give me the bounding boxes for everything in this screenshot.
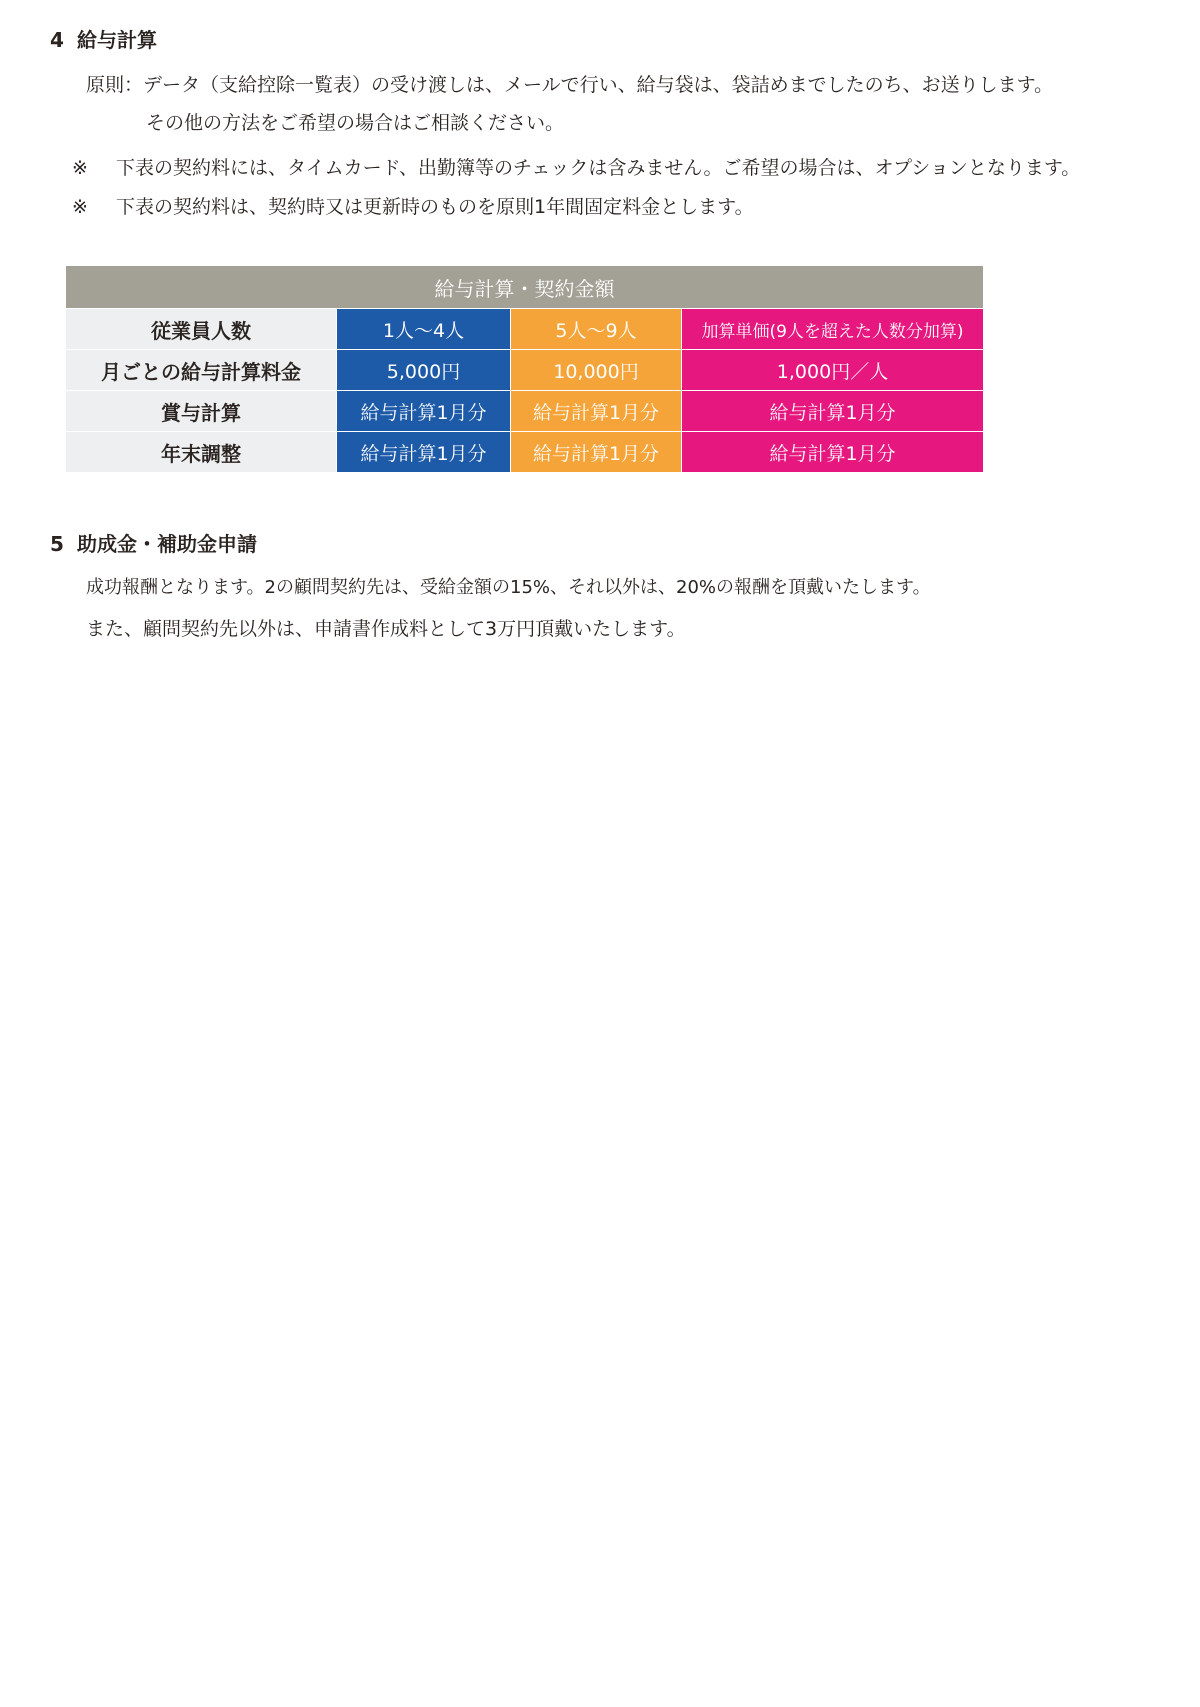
note-2-mark: ※ xyxy=(72,196,88,218)
note-1 xyxy=(72,153,1132,180)
row-label: 賞与計算 xyxy=(66,390,336,431)
note-1-mark: ※ xyxy=(72,157,88,179)
cell-tier-1: 1人～4人 xyxy=(336,308,510,349)
cell-tier-2: 給与計算1月分 xyxy=(510,390,681,431)
subsidy-line-2: また、顧問契約先以外は、申請書作成料として3万円頂戴いたします。 xyxy=(86,618,686,640)
cell-additional: 給与計算1月分 xyxy=(681,390,983,431)
section-4-title: 給与計算 xyxy=(76,28,157,52)
section-4-number: 4 xyxy=(50,28,64,52)
fee-table xyxy=(66,266,983,472)
cell-tier-1: 5,000円 xyxy=(336,349,510,390)
subsidy-line-1: 成功報酬となります。2の顧問契約先は、受給金額の15%、それ以外は、20%の報酬を頂戴いたします。 xyxy=(86,577,931,598)
row-label: 従業員人数 xyxy=(66,308,336,349)
cell-tier-1: 給与計算1月分 xyxy=(336,390,510,431)
fee-table-caption: 給与計算・契約金額 xyxy=(66,266,983,308)
cell-tier-2: 給与計算1月分 xyxy=(510,431,681,472)
table-row xyxy=(66,431,983,472)
section-4-heading xyxy=(50,24,157,53)
cell-tier-1: 給与計算1月分 xyxy=(336,431,510,472)
section-5-title: 助成金・補助金申請 xyxy=(76,532,257,556)
cell-tier-2: 10,000円 xyxy=(510,349,681,390)
principle-line-1: 原則：データ（支給控除一覧表）の受け渡しは、メールで行い、給与袋は、袋詰めまでしたのち、お送りします。 xyxy=(86,74,1054,96)
cell-additional: 1,000円／人 xyxy=(681,349,983,390)
cell-tier-2: 5人～9人 xyxy=(510,308,681,349)
cell-additional: 給与計算1月分 xyxy=(681,431,983,472)
note-2-text: 下表の契約料は、契約時又は更新時のものを原則1年間固定料金とします。 xyxy=(116,196,754,218)
row-label: 月ごとの給与計算料金 xyxy=(66,349,336,390)
section-5-heading xyxy=(50,528,257,557)
table-row xyxy=(66,390,983,431)
table-row xyxy=(66,308,983,349)
note-2 xyxy=(72,192,754,219)
principle-line-2: その他の方法をご希望の場合はご相談ください。 xyxy=(146,112,565,134)
cell-additional: 加算単価(9人を超えた人数分加算) xyxy=(681,308,983,349)
section-5-number: 5 xyxy=(50,532,64,556)
note-1-text: 下表の契約料には、タイムカード、出勤簿等のチェックは含みません。ご希望の場合は、オプションとなります。 xyxy=(116,157,1081,179)
row-label: 年末調整 xyxy=(66,431,336,472)
table-row xyxy=(66,349,983,390)
